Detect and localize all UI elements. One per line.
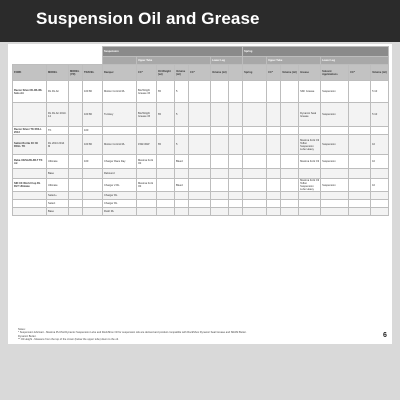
- table-row: [13, 103, 389, 127]
- col-volume: Volume (ml): [175, 65, 189, 81]
- cell-vol: Bleed: [175, 155, 189, 169]
- cell-oil: Maxima Fork Oil: [137, 155, 157, 169]
- cell-grease: [299, 208, 321, 216]
- cell-applied: Suspension: [321, 155, 349, 169]
- cell-oil: [137, 208, 157, 216]
- footnote-line: * Suspension lubricant - Maxima PLUSH Dynamic Suspension Lube and RockShox Oil for suspension oils are derived and product compatible with RockShox Dynamic Seal Grease and SRAM Butter.: [18, 331, 247, 335]
- cell-vol: [175, 169, 189, 179]
- table-row: [13, 127, 389, 135]
- header-upper-tube: Upper Tube: [137, 57, 211, 65]
- cell-travel: [83, 179, 103, 192]
- cell-empty: [211, 208, 229, 216]
- cell-empty: [229, 135, 243, 155]
- cell-year: RL RL Air: [47, 81, 69, 103]
- cell-empty: [281, 208, 299, 216]
- cell-grease: [299, 169, 321, 179]
- cell-vol2: [371, 208, 389, 216]
- cell-vol2: 5 10: [371, 103, 389, 127]
- col-blank-a: [229, 65, 243, 81]
- col-volume-rear: Volume (ml): [281, 65, 299, 81]
- cell-wt: [157, 192, 175, 200]
- cell-empty: [189, 135, 211, 155]
- cell-vol: [175, 208, 189, 216]
- cell-applied: [321, 169, 349, 179]
- cell-grease: Maxima Fork Oil Teflon Suspension Lube Heavy: [299, 135, 321, 155]
- cell-empty: [189, 200, 211, 208]
- cell-empty: [281, 155, 299, 169]
- col-volume-ml: Volume (ml): [371, 65, 389, 81]
- cell-wt: 65: [157, 103, 175, 127]
- col-oil-weight: Oil Weight (wt): [157, 65, 175, 81]
- cell-empty: [243, 169, 267, 179]
- cell-vol2: 5 10: [371, 81, 389, 103]
- cell-year: RL RL Air 2013-14: [47, 103, 69, 127]
- cell-damper: Turnkey: [103, 103, 137, 127]
- cell-vol: Bleed: [175, 179, 189, 192]
- cell-travel: [83, 192, 103, 200]
- cell-grease: [299, 200, 321, 208]
- cell-vol2: [371, 192, 389, 200]
- header-blank: [13, 47, 103, 57]
- cell-applied: [321, 200, 349, 208]
- cell-empty: [229, 179, 243, 192]
- cell-wt: [157, 208, 175, 216]
- cell-wt: 65: [157, 135, 175, 155]
- cell-empty: [189, 81, 211, 103]
- cell-vol2: [371, 169, 389, 179]
- cell-vol: 5: [175, 103, 189, 127]
- col-travel: TRAVEL: [83, 65, 103, 81]
- cell-oil: [137, 127, 157, 135]
- cell-empty: [349, 179, 371, 192]
- col-cc-rear: CC*: [267, 65, 281, 81]
- cell-grease: [299, 127, 321, 135]
- cell-empty: [281, 200, 299, 208]
- cell-vol2: 10: [371, 135, 389, 155]
- cell-empty: [69, 179, 83, 192]
- cell-grease: SKF Grease: [299, 81, 321, 103]
- cell-empty: [229, 169, 243, 179]
- cell-empty: [229, 192, 243, 200]
- cell-empty: [211, 179, 229, 192]
- cell-empty: [211, 155, 229, 169]
- cell-year: TK: [47, 127, 69, 135]
- cell-damper: Charger Race Day: [103, 155, 137, 169]
- cell-year: Select+: [47, 192, 69, 200]
- cell-empty: [243, 155, 267, 169]
- cell-grease: Maxima Fork Oil: [299, 155, 321, 169]
- cell-fork: Sektor/Fortia XC 30 ROLL TK: [13, 135, 47, 155]
- cell-vol: 5: [175, 135, 189, 155]
- col-damper: Damper: [103, 65, 137, 81]
- cell-empty: [211, 127, 229, 135]
- table-row: [13, 169, 389, 179]
- cell-empty: [69, 103, 83, 127]
- cell-empty: [349, 81, 371, 103]
- cell-empty: [211, 169, 229, 179]
- cell-empty: [349, 127, 371, 135]
- footnote-line: ** Oil Height - Measure from the top of the crown (below the upper tube) down to the oil.: [18, 338, 119, 342]
- col-model: MODEL: [47, 65, 69, 81]
- cell-damper: Motion Control RL: [103, 135, 137, 155]
- cell-empty: [69, 192, 83, 200]
- cell-oil: [137, 192, 157, 200]
- cell-oil: Maxima Fork Oil: [137, 179, 157, 192]
- cell-empty: [69, 200, 83, 208]
- cell-damper: Motion Control RL: [103, 81, 137, 103]
- title-banner: [0, 0, 400, 42]
- cell-empty: [243, 81, 267, 103]
- cell-applied: [321, 127, 349, 135]
- cell-empty: [267, 200, 281, 208]
- col-cc: CC*: [137, 65, 157, 81]
- cell-empty: [69, 169, 83, 179]
- cell-vol2: [371, 127, 389, 135]
- cell-empty: [69, 208, 83, 216]
- cell-oil: BoxWright Grease 15: [137, 81, 157, 103]
- cell-empty: [211, 135, 229, 155]
- cell-empty: [69, 81, 83, 103]
- cell-damper: Charger RL: [103, 200, 137, 208]
- cell-empty: [189, 103, 211, 127]
- cell-wt: [157, 127, 175, 135]
- header-lower-leg-rear: Lower Leg: [321, 57, 389, 65]
- cell-travel: 100 80: [83, 103, 103, 127]
- cell-empty: [349, 103, 371, 127]
- cell-vol: 5: [175, 81, 189, 103]
- cell-wt: [157, 179, 175, 192]
- cell-travel: 100 80: [83, 135, 103, 155]
- cell-empty: [281, 135, 299, 155]
- footnotes: [18, 328, 348, 342]
- cell-vol: [175, 127, 189, 135]
- cell-travel: [83, 200, 103, 208]
- cell-vol: [175, 192, 189, 200]
- cell-empty: [243, 135, 267, 155]
- cell-empty: [229, 208, 243, 216]
- cell-fork: Recon Silver RL/RL/RL Solo Air: [13, 81, 47, 103]
- header-blank-2: [13, 57, 103, 65]
- cell-travel: 100 80: [83, 81, 103, 103]
- cell-empty: [281, 192, 299, 200]
- cell-empty: [267, 192, 281, 200]
- table-row: [13, 155, 389, 169]
- cell-year: RL 2013 2014 M: [47, 135, 69, 155]
- cell-fork: Reba XX/SL/RL/RLT TK Air: [13, 155, 47, 169]
- cell-fork: Recon Silver TK ROLL 2013: [13, 127, 47, 135]
- cell-empty: [349, 200, 371, 208]
- cell-empty: [349, 208, 371, 216]
- cell-damper: Rebound: [103, 169, 137, 179]
- col-cc-rear-lower: CC*: [349, 65, 371, 81]
- cell-empty: [243, 208, 267, 216]
- cell-empty: [189, 192, 211, 200]
- cell-empty: [229, 103, 243, 127]
- cell-empty: [281, 127, 299, 135]
- cell-empty: [243, 179, 267, 192]
- cell-oil: [137, 200, 157, 208]
- cell-oil: BoxWright Grease 15: [137, 103, 157, 127]
- header-spring: Spring: [243, 47, 389, 57]
- cell-fork: [13, 192, 47, 200]
- cell-empty: [69, 155, 83, 169]
- header-suspension: Suspension: [103, 47, 243, 57]
- cell-empty: [267, 127, 281, 135]
- cell-empty: [349, 192, 371, 200]
- table-row: [13, 200, 389, 208]
- cell-empty: [189, 169, 211, 179]
- cell-empty: [267, 103, 281, 127]
- cell-empty: [229, 81, 243, 103]
- cell-empty: [211, 81, 229, 103]
- cell-wt: [157, 200, 175, 208]
- cell-damper: Charger 2 RL: [103, 179, 137, 192]
- col-cc-lower: CC*: [189, 65, 211, 81]
- cell-year: Ultimate: [47, 179, 69, 192]
- cell-empty: [349, 169, 371, 179]
- col-volume-lower: Volume (ml): [211, 65, 229, 81]
- cell-damper: [103, 127, 137, 135]
- cell-vol: [175, 200, 189, 208]
- cell-empty: [267, 179, 281, 192]
- cell-year: Ultimate: [47, 155, 69, 169]
- cell-wt: [157, 169, 175, 179]
- cell-year: Base: [47, 169, 69, 179]
- cell-fork: [13, 169, 47, 179]
- table-row: [13, 179, 389, 192]
- cell-applied: Suspension: [321, 81, 349, 103]
- cell-empty: [69, 135, 83, 155]
- col-fork: FORK: [13, 65, 47, 81]
- cell-empty: [211, 103, 229, 127]
- cell-empty: [349, 135, 371, 155]
- cell-empty: [349, 155, 371, 169]
- cell-empty: [211, 192, 229, 200]
- cell-applied: [321, 192, 349, 200]
- footnote-line: Dynamic Butter.: [18, 334, 37, 338]
- col-model-year: MODEL (YR): [69, 65, 83, 81]
- cell-empty: [267, 81, 281, 103]
- cell-travel: [83, 169, 103, 179]
- cell-year: Select: [47, 200, 69, 208]
- col-solvent: Solvent Applications: [321, 65, 349, 81]
- footnote-line: Notes:: [18, 328, 26, 331]
- cell-empty: [281, 169, 299, 179]
- header-damper-top: [103, 57, 137, 65]
- cell-travel: 100: [83, 127, 103, 135]
- col-grease: Grease: [299, 65, 321, 81]
- cell-vol2: [371, 200, 389, 208]
- cell-oil: 15W-30W: [137, 135, 157, 155]
- cell-empty: [243, 103, 267, 127]
- cell-empty: [267, 169, 281, 179]
- page-number: 6: [383, 332, 387, 339]
- cell-grease: Dynamic Seal Grease: [299, 103, 321, 127]
- cell-empty: [281, 179, 299, 192]
- cell-empty: [281, 103, 299, 127]
- cell-empty: [281, 81, 299, 103]
- col-spring: Spring: [243, 65, 267, 81]
- oil-grease-table: [12, 46, 389, 216]
- cell-empty: [267, 208, 281, 216]
- cell-applied: Suspension: [321, 179, 349, 192]
- cell-travel: [83, 208, 103, 216]
- cell-oil: [137, 169, 157, 179]
- cell-grease: [299, 192, 321, 200]
- cell-grease: Maxima Fork Oil Teflon Suspension Lube Heavy: [300, 179, 319, 191]
- cell-empty: [69, 127, 83, 135]
- cell-empty: [243, 192, 267, 200]
- cell-applied: [321, 208, 349, 216]
- cell-empty: [243, 127, 267, 135]
- cell-wt: 65: [157, 81, 175, 103]
- cell-empty: [189, 127, 211, 135]
- table-row: [13, 192, 389, 200]
- cell-empty: [189, 155, 211, 169]
- cell-fork: [13, 208, 47, 216]
- header-upper-tube-rear: Upper Tube: [267, 57, 321, 65]
- cell-empty: [229, 200, 243, 208]
- cell-empty: [189, 179, 211, 192]
- header-lower-leg: Lower Leg: [211, 57, 243, 65]
- cell-empty: [267, 135, 281, 155]
- cell-year: Base: [47, 208, 69, 216]
- cell-empty: [189, 208, 211, 216]
- table-row: [13, 135, 389, 155]
- cell-fork: [13, 103, 47, 127]
- cell-empty: [243, 200, 267, 208]
- cell-applied: Suspension: [321, 103, 349, 127]
- cell-applied: Suspension: [321, 135, 349, 155]
- cell-damper: Rush RL: [103, 208, 137, 216]
- cell-damper: Charger RL: [103, 192, 137, 200]
- cell-wt: [157, 155, 175, 169]
- table-row: [13, 81, 389, 103]
- cell-vol2: 10: [371, 155, 389, 169]
- cell-empty: [211, 200, 229, 208]
- cell-empty: [229, 127, 243, 135]
- cell-fork: SID XX World Cup RL RLT Ultimate: [13, 179, 47, 192]
- cell-empty: [267, 155, 281, 169]
- cell-fork: [13, 200, 47, 208]
- cell-travel: 100: [83, 155, 103, 169]
- header-spring-top: [243, 57, 267, 65]
- cell-empty: [229, 155, 243, 169]
- table-body: [13, 81, 389, 216]
- table-row: [13, 208, 389, 216]
- page-title: Suspension Oil and Grease: [36, 9, 260, 28]
- cell-vol2: 10: [371, 179, 389, 192]
